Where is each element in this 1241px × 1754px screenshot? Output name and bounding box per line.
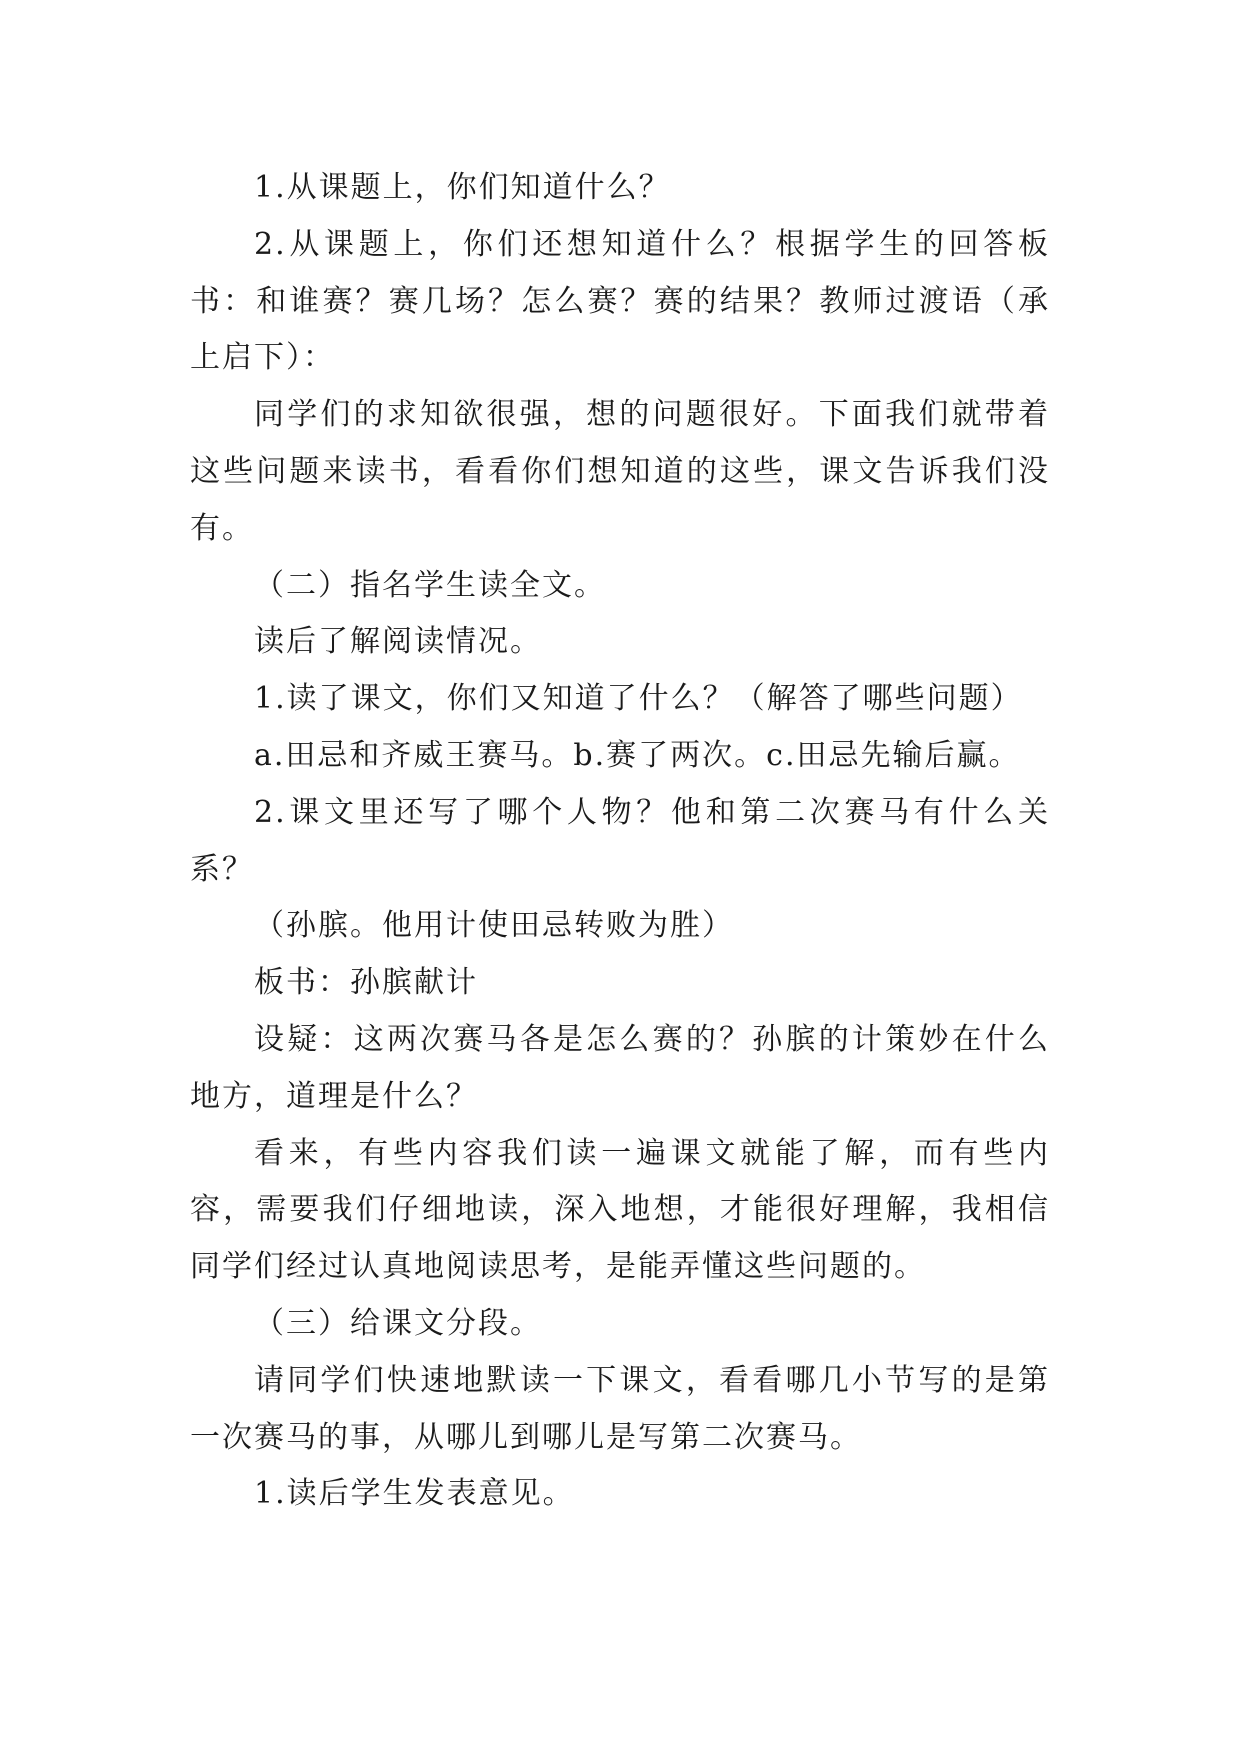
- section-heading-2: （二）指名学生读全文。: [254, 567, 606, 603]
- paragraph-transition: 同学们的求知欲很强，想的问题很好。下面我们就带着这些问题来读书，看看你们想知道的这些，课文告诉我们没有。: [190, 397, 1050, 546]
- paragraph-answers: a.田忌和齐威王赛马。b.赛了两次。c.田忌先输后赢。: [254, 737, 1021, 773]
- paragraph-q2: 2.从课题上，你们还想知道什么？根据学生的回答板书：和谁赛？赛几场？怎么赛？赛的结果？教师过渡语（承上启下）：: [190, 226, 1050, 376]
- paragraph-q-character: 2.课文里还写了哪个人物？他和第二次赛马有什么关系？: [190, 794, 1050, 887]
- paragraph-q1: 1.从课题上，你们知道什么？: [254, 170, 671, 205]
- paragraph-board-writing: 板书：孙膑献计: [254, 965, 478, 1001]
- paragraph-silent-reading: 请同学们快速地默读一下课文，看看哪几小节写的是第一次赛马的事，从哪儿到哪儿是写第二次赛马。: [190, 1362, 1050, 1455]
- paragraph-sunbin-answer: （孙膑。他用计使田忌转败为胜）: [254, 908, 734, 944]
- paragraph-q-known: 1.读了课文，你们又知道了什么？（解答了哪些问题）: [254, 681, 1023, 717]
- document-body: [190, 160, 1050, 1523]
- section-heading-3: （三）给课文分段。: [254, 1305, 542, 1341]
- paragraph-reading-check: 读后了解阅读情况。: [254, 624, 542, 660]
- paragraph-students-opinion: 1.读后学生发表意见。: [254, 1476, 575, 1512]
- paragraph-encouragement: 看来，有些内容我们读一遍课文就能了解，而有些内容，需要我们仔细地读，深入地想，才能很好理解，我相信同学们经过认真地阅读思考，是能弄懂这些问题的。: [190, 1135, 1050, 1285]
- paragraph-question-set: 设疑：这两次赛马各是怎么赛的？孙膑的计策妙在什么地方，道理是什么？: [190, 1021, 1050, 1114]
